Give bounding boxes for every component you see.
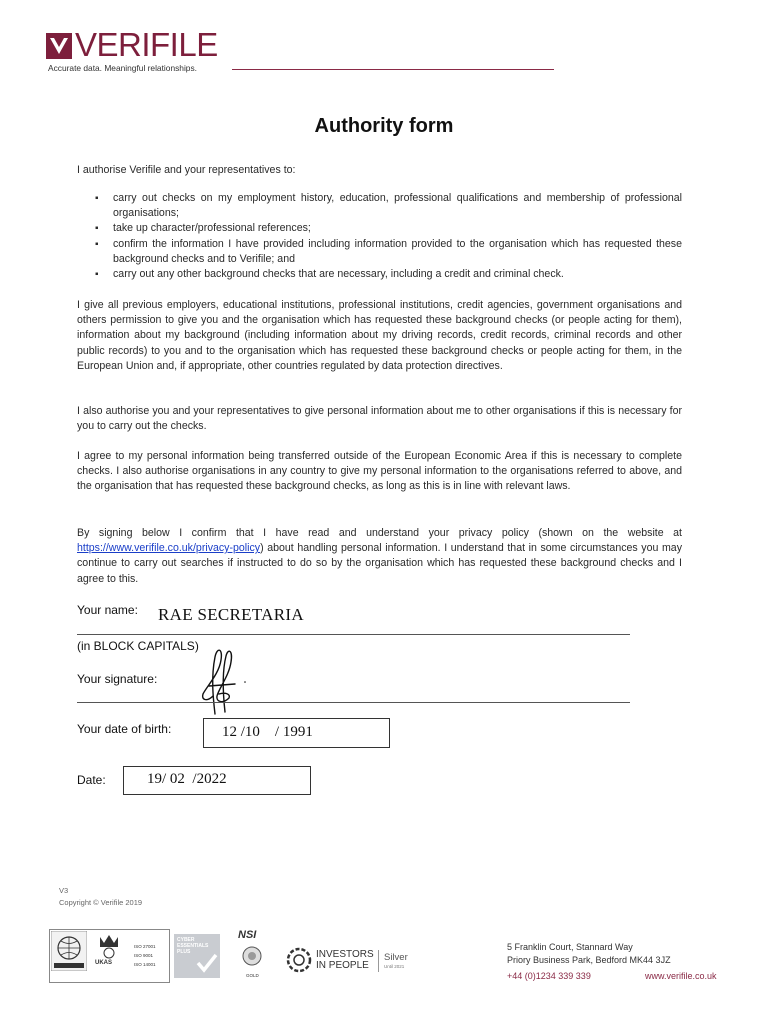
website-link[interactable]: www.verifile.co.uk [645,971,717,981]
iso-list [134,942,156,969]
cyber-line-2: ESSENTIALS [177,943,209,949]
permission-paragraph: I give all previous employers, educational institutions, professional institutions, credit agencies, government organisations and others permission to give you and the organisation which has requested these background checks (or people acting for them), information about my background (including information about my driving records, credit records, criminal records and other public records) to you and to the organisation which has requested these background checks or people acting for them, in the European Union and, if appropriate, other countries regulated by data protection directives. [77,299,682,372]
investors-in-people-text [316,949,374,971]
investors-in-people-icon [285,946,313,974]
privacy-text-start: By signing below I confirm that I have read and understand your privacy policy (shown on the website at [77,527,682,539]
verifile-logo-icon [46,33,72,59]
name-value[interactable]: RAE SECRETARIA [158,605,304,624]
list-item: ▪ take up character/professional references; [95,221,682,236]
list-item: ▪ carry out any other background checks that are necessary, including a credit and criminal check. [95,267,682,282]
cyber-line-1: CYBER [177,937,195,943]
iso-27001: ISO 27001 [134,944,156,949]
intro-text: I authorise Verifile and your representatives to: [77,164,296,176]
signature-mark[interactable] [195,642,255,722]
iso-globe-icon [51,931,87,971]
iso-14001: ISO 14001 [134,962,156,967]
block-capitals-note: (in BLOCK CAPITALS) [77,639,199,653]
page-title: Authority form [314,115,454,137]
signature-label: Your signature: [77,672,158,686]
iip-line-1: INVESTORS [316,949,374,960]
logo-tagline: Accurate data. Meaningful relationships. [48,63,197,73]
ukas-label: UKAS [95,960,113,966]
list-item: ▪ confirm the information I have provided including information provided to the organisation which has requested these background checks and to Verifile; and [95,237,682,267]
authorise-paragraph: I also authorise you and your representatives to give personal information about me to other organisations if this is necessary for you to carry out the checks. [77,405,682,433]
name-label: Your name: [77,603,138,617]
iso-9001: ISO 9001 [134,953,154,958]
name-underline [77,634,630,635]
iip-until: Until 2021 [384,964,405,969]
iip-line-2: IN PEOPLE [316,960,369,971]
address [507,941,671,967]
nsi-logo: NSI [238,929,257,941]
date-value: 19/ 02 /2022 [147,771,227,787]
logo-wordmark: VERIFILE [75,26,218,63]
transfer-paragraph: I agree to my personal information being transferred outside of the European Economic Area if this is necessary to complete checks. I also authorise organisations in any country to give my personal information to the organisations referred to above, and the organisation that has requested these background checks, as long as this is in line with relevant laws. [77,450,682,493]
address-line-2: Priory Business Park, Bedford MK44 3JZ [507,955,671,965]
address-line-1: 5 Franklin Court, Stannard Way [507,942,633,952]
iip-divider [378,950,379,972]
authorisation-list [95,191,682,282]
nsi-medal-icon [240,944,264,972]
header-divider [232,69,554,70]
list-item: ▪ carry out checks on my employment history, education, professional qualifications and membership of professional organisations; [95,191,682,221]
iip-level: Silver [384,952,408,963]
nsi-gold-label: GOLD [246,973,259,978]
dob-value: 12 /10 / 1991 [222,724,313,740]
copyright: Copyright © Verifile 2019 [59,898,143,907]
phone-number: +44 (0)1234 339 339 [507,971,591,981]
privacy-paragraph [77,526,682,587]
dob-label: Your date of birth: [77,722,172,736]
privacy-text-end: ) about handling personal information. I understand that in some circumstances you may continue to carry out searches if instructed to do so by the organisation which has requested these background checks and I agree to this. [77,542,682,585]
date-label: Date: [77,773,106,787]
signature-underline [77,702,630,703]
cyber-line-3: PLUS [177,949,191,955]
version-label: V3 [59,886,69,895]
privacy-policy-link[interactable]: https://www.verifile.co.uk/privacy-policy [77,542,261,555]
checkmark-icon [196,952,218,974]
